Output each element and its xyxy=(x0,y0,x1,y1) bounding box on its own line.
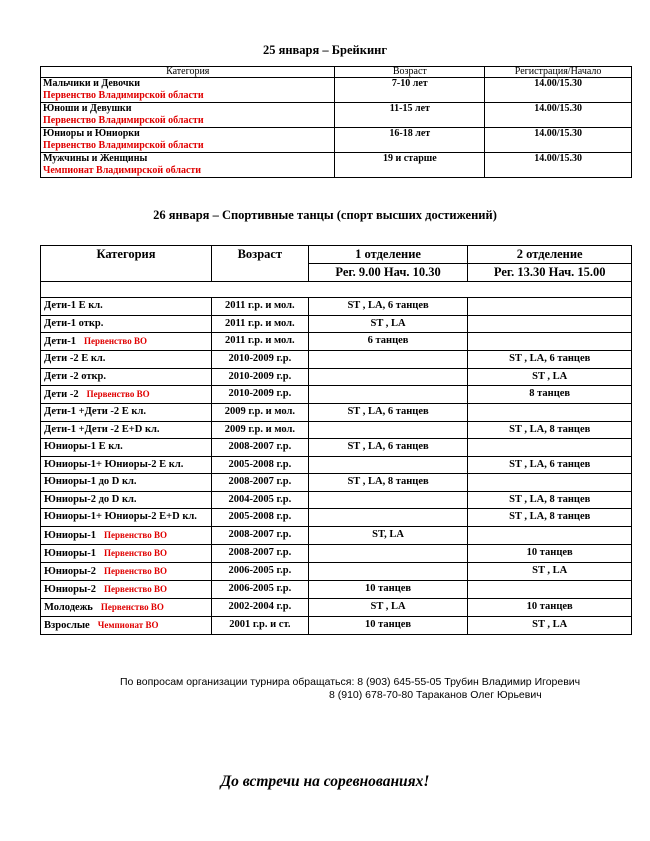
age-cell: 2002-2004 г.р. xyxy=(211,598,308,616)
dept2-cell xyxy=(468,526,632,544)
championship-label: Первенство Владимирской области xyxy=(43,140,204,151)
category-label: Дети -2 откр. xyxy=(44,370,107,382)
dept1-cell: 6 танцев xyxy=(308,333,468,351)
dept1-cell xyxy=(308,456,468,474)
dept1-cell: ST , LA xyxy=(308,598,468,616)
header-category: Категория xyxy=(41,246,212,282)
header-registration: Регистрация/Начало xyxy=(485,67,632,78)
category-cell: Мужчины и Женщины Чемпионат Владимирской области xyxy=(41,153,335,178)
table-row xyxy=(41,153,632,178)
category-cell xyxy=(41,351,212,369)
category-label: Юниоры-2 xyxy=(44,583,96,595)
category-cell xyxy=(41,315,212,333)
dept2-cell: ST , LA, 6 танцев xyxy=(468,456,632,474)
category-cell xyxy=(41,616,212,634)
dance-header-row xyxy=(41,246,632,264)
table-row xyxy=(41,351,632,369)
championship-label: Первенство Владимирской области xyxy=(43,115,204,126)
dept2-cell: ST , LA, 8 танцев xyxy=(468,509,632,527)
table-row xyxy=(41,103,632,128)
age-cell: 2010-2009 г.р. xyxy=(211,386,308,404)
table-row xyxy=(41,368,632,386)
header-age: Возраст xyxy=(335,67,485,78)
championship-label: Первенство Владимирской области xyxy=(43,90,204,101)
category-cell xyxy=(41,421,212,439)
dept1-cell xyxy=(308,421,468,439)
contact-line-1: По вопросам организации турнира обращаться: 8 (903) 645-55-05 Трубин Владимир Игоревич xyxy=(120,676,581,688)
dept2-cell xyxy=(468,298,632,316)
age-cell: 2006-2005 г.р. xyxy=(211,562,308,580)
age-cell: 2006-2005 г.р. xyxy=(211,580,308,598)
category-cell xyxy=(41,368,212,386)
dept2-cell xyxy=(468,404,632,422)
championship-label: Первенство ВО xyxy=(103,583,167,594)
category-cell xyxy=(41,386,212,404)
time-cell: 14.00/15.30 xyxy=(485,128,632,153)
category-label: Дети -2 xyxy=(44,389,79,400)
dept1-cell: ST , LA, 6 танцев xyxy=(308,439,468,457)
age-cell: 2004-2005 г.р. xyxy=(211,491,308,509)
championship-label: Первенство ВО xyxy=(83,336,147,346)
category-label: Юниоры-2 до D кл. xyxy=(44,493,137,505)
table-row xyxy=(41,404,632,422)
championship-label: Чемпионат Владимирской области xyxy=(43,165,202,176)
table-row xyxy=(41,128,632,153)
age-cell: 16-18 лет xyxy=(335,128,485,153)
table-row xyxy=(41,456,632,474)
age-cell: 2008-2007 г.р. xyxy=(211,526,308,544)
dept1-cell xyxy=(308,491,468,509)
championship-label: Первенство ВО xyxy=(103,529,167,540)
time-cell: 14.00/15.30 xyxy=(485,153,632,178)
spacer-row xyxy=(41,282,632,298)
category-label: Дети-1 xyxy=(44,336,76,347)
dept2-cell: 10 танцев xyxy=(468,598,632,616)
table-row xyxy=(41,298,632,316)
category-cell xyxy=(41,562,212,580)
category-label: Юниоры-1 xyxy=(44,547,96,559)
time-cell: 14.00/15.30 xyxy=(485,78,632,103)
table-row xyxy=(41,544,632,562)
closing-message: До встречи на соревнованиях! xyxy=(220,773,430,790)
age-cell: 11-15 лет xyxy=(335,103,485,128)
dance-table xyxy=(40,245,632,635)
table-row xyxy=(41,421,632,439)
dance-title: 26 января – Спортивные танцы (спорт высших достижений) xyxy=(153,208,497,222)
table-row xyxy=(41,598,632,616)
category-label: Юниоры-1+ Юниоры-2 Е кл. xyxy=(44,458,184,470)
dept2-cell xyxy=(468,439,632,457)
table-row xyxy=(41,474,632,492)
category-cell: Юноши и Девушки Первенство Владимирской области xyxy=(41,103,335,128)
category-label: Дети-1 Е кл. xyxy=(44,300,103,311)
dept2-cell xyxy=(468,315,632,333)
header-age: Возраст xyxy=(211,246,308,282)
age-cell: 2010-2009 г.р. xyxy=(211,351,308,369)
age-cell: 2008-2007 г.р. xyxy=(211,544,308,562)
category-label: Юниоры-1+ Юниоры-2 Е+D кл. xyxy=(44,511,197,522)
championship-label: Первенство ВО xyxy=(103,565,167,576)
table-row xyxy=(41,509,632,527)
age-cell: 19 и старше xyxy=(335,153,485,178)
age-cell: 2005-2008 г.р. xyxy=(211,456,308,474)
dept2-cell xyxy=(468,474,632,492)
category-cell xyxy=(41,526,212,544)
age-cell: 2005-2008 г.р. xyxy=(211,509,308,527)
contact-line-2: 8 (910) 678-70-80 Тараканов Олег Юрьевич xyxy=(329,689,542,701)
header-category: Категория xyxy=(41,67,335,78)
header-dept2: 2 отделение xyxy=(468,246,632,264)
dept2-cell: 10 танцев xyxy=(468,544,632,562)
age-cell: 2011 г.р. и мол. xyxy=(211,333,308,351)
category-cell xyxy=(41,474,212,492)
breaking-table xyxy=(40,66,632,178)
category-label: Юниоры-1 Е кл. xyxy=(44,441,123,452)
dept1-cell: ST , LA, 6 танцев xyxy=(308,298,468,316)
dept2-cell: ST , LA xyxy=(468,616,632,634)
category-cell xyxy=(41,456,212,474)
category-label: Юниоры-1 xyxy=(44,529,96,541)
age-cell: 2011 г.р. и мол. xyxy=(211,315,308,333)
category-label: Молодежь xyxy=(44,601,93,613)
category-cell: Юниоры и Юниорки Первенство Владимирской области xyxy=(41,128,335,153)
category-cell xyxy=(41,598,212,616)
dept1-cell xyxy=(308,351,468,369)
category-label: Дети -2 Е кл. xyxy=(44,353,106,364)
time-cell: 14.00/15.30 xyxy=(485,103,632,128)
dept2-cell: ST , LA, 6 танцев xyxy=(468,351,632,369)
category-cell xyxy=(41,333,212,351)
age-cell: 2008-2007 г.р. xyxy=(211,439,308,457)
dept1-cell xyxy=(308,386,468,404)
table-row xyxy=(41,526,632,544)
category-cell xyxy=(41,509,212,527)
category-cell xyxy=(41,404,212,422)
category-cell: Мальчики и Девочки Первенство Владимирской области xyxy=(41,78,335,103)
table-row xyxy=(41,580,632,598)
dept2-cell: ST , LA xyxy=(468,562,632,580)
championship-label: Первенство ВО xyxy=(103,547,167,558)
category-cell xyxy=(41,544,212,562)
championship-label: Чемпионат ВО xyxy=(97,619,159,630)
category-label: Дети-1 откр. xyxy=(44,317,104,329)
age-cell: 2011 г.р. и мол. xyxy=(211,298,308,316)
table-row xyxy=(41,333,632,351)
age-cell: 2010-2009 г.р. xyxy=(211,368,308,386)
table-row xyxy=(41,315,632,333)
dept1-cell: ST , LA xyxy=(308,315,468,333)
dept2-cell: ST , LA xyxy=(468,368,632,386)
table-row xyxy=(41,386,632,404)
dept1-cell: 10 танцев xyxy=(308,616,468,634)
dept2-time: Рег. 13.30 Нач. 15.00 xyxy=(468,264,632,282)
age-cell: 7-10 лет xyxy=(335,78,485,103)
dept1-cell xyxy=(308,544,468,562)
dept1-cell: ST , LA, 6 танцев xyxy=(308,404,468,422)
table-row xyxy=(41,491,632,509)
dept2-cell: ST , LA, 8 танцев xyxy=(468,491,632,509)
dept1-cell: 10 танцев xyxy=(308,580,468,598)
table-row xyxy=(41,562,632,580)
table-row xyxy=(41,616,632,634)
table-row xyxy=(41,78,632,103)
dept2-cell: 8 танцев xyxy=(468,386,632,404)
age-cell: 2008-2007 г.р. xyxy=(211,474,308,492)
category-label: Взрослые xyxy=(44,619,90,631)
table-row xyxy=(41,439,632,457)
dept1-cell xyxy=(308,368,468,386)
age-cell: 2009 г.р. и мол. xyxy=(211,404,308,422)
breaking-header-row xyxy=(41,67,632,78)
category-cell xyxy=(41,491,212,509)
category-label: Юниоры-1 до D кл. xyxy=(44,476,137,487)
category-label: Дети-1 +Дети -2 Е+D кл. xyxy=(44,423,160,435)
category-label: Юниоры-2 xyxy=(44,565,96,577)
age-cell: 2009 г.р. и мол. xyxy=(211,421,308,439)
dept1-cell: ST , LA, 8 танцев xyxy=(308,474,468,492)
championship-label: Первенство ВО xyxy=(86,389,150,399)
category-cell xyxy=(41,439,212,457)
dept1-cell: ST, LA xyxy=(308,526,468,544)
dept1-time: Рег. 9.00 Нач. 10.30 xyxy=(308,264,468,282)
dept1-cell xyxy=(308,562,468,580)
championship-label: Первенство ВО xyxy=(100,601,164,612)
age-cell: 2001 г.р. и ст. xyxy=(211,616,308,634)
dept2-cell: ST , LA, 8 танцев xyxy=(468,421,632,439)
header-dept1: 1 отделение xyxy=(308,246,468,264)
category-cell xyxy=(41,298,212,316)
dept2-cell xyxy=(468,580,632,598)
category-label: Дети-1 +Дети -2 Е кл. xyxy=(44,406,146,417)
category-cell xyxy=(41,580,212,598)
dept1-cell xyxy=(308,509,468,527)
breaking-title: 25 января – Брейкинг xyxy=(262,43,388,57)
dept2-cell xyxy=(468,333,632,351)
